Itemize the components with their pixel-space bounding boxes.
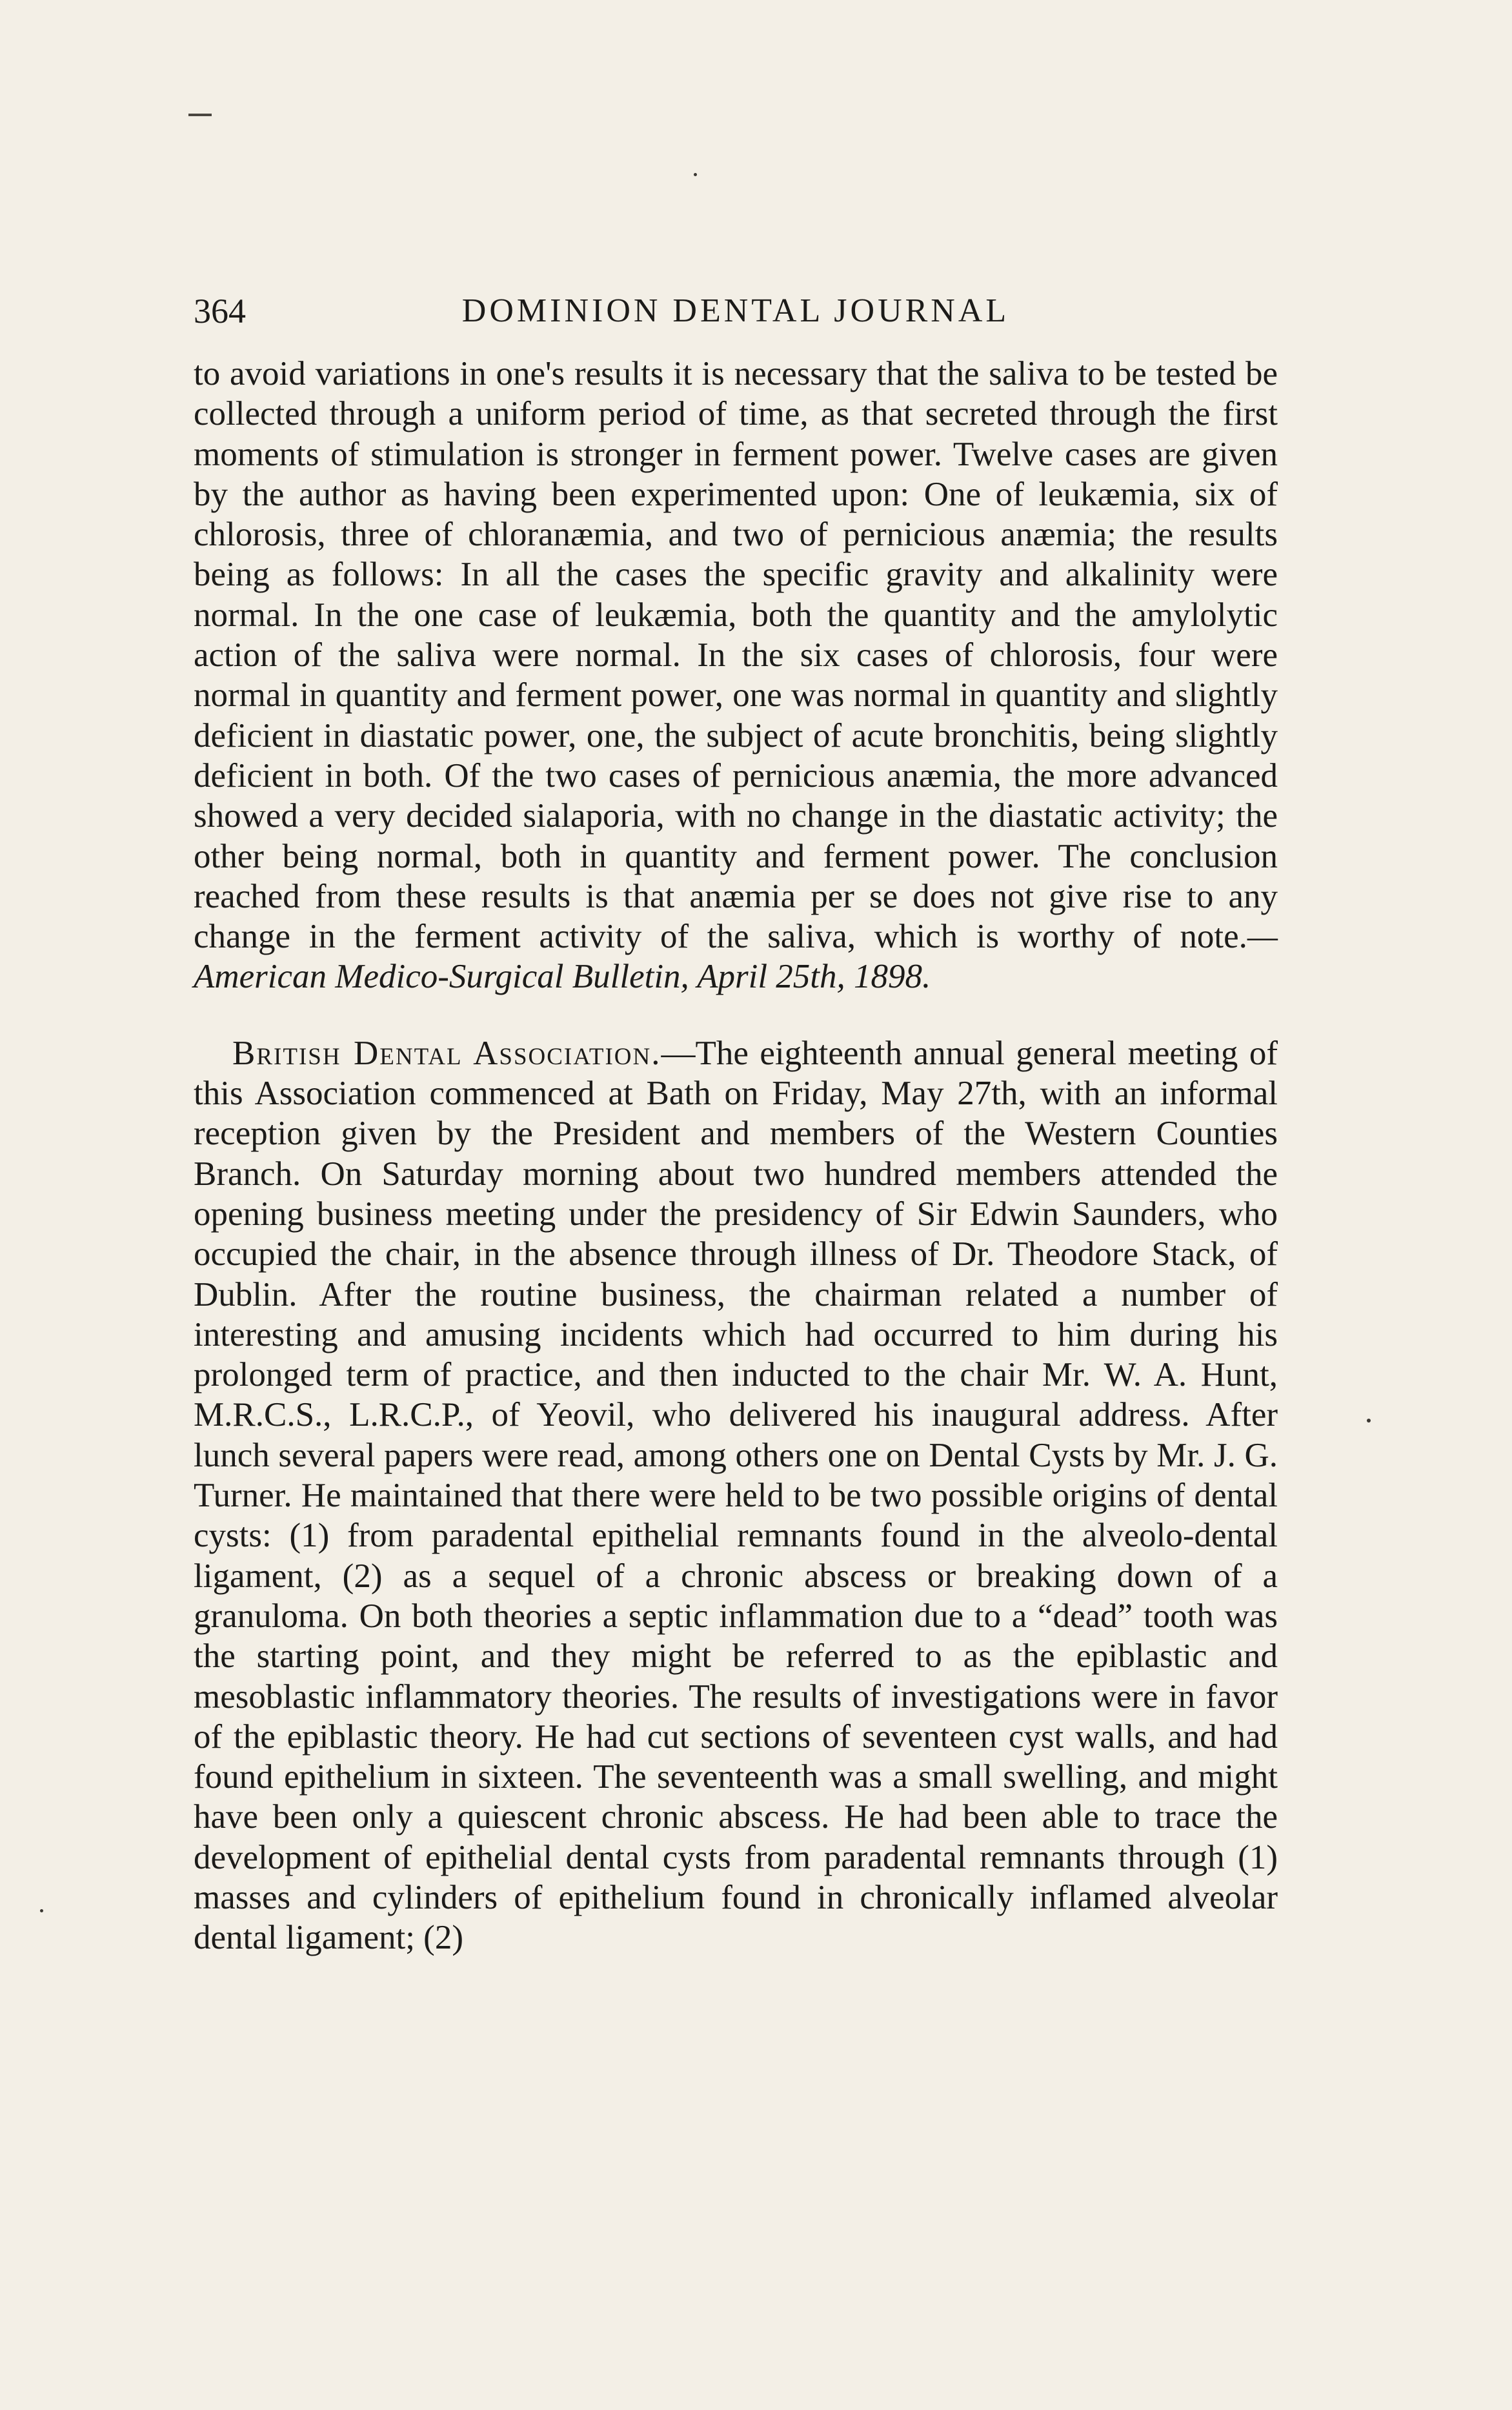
- page-speck: [694, 173, 697, 176]
- saliva-paragraph: [194, 354, 1278, 997]
- page-speck: [40, 1909, 43, 1912]
- page-speck: [1367, 1419, 1371, 1423]
- stray-mark: [188, 114, 212, 116]
- association-paragraph: [194, 1033, 1278, 1958]
- saliva-paragraph-text: to avoid variations in one's results it is necessary that the saliva to be tested be collected through a uniform period of time, as that secreted through the first moments of stimulation is stronger in ferment power. Twelve cases are given by the author as having been experimented upon: One of leukæmia, six of chlorosis, three of chloranæmia, and two of pernicious anæmia; the results being as follows: In all the cases the specific gravity and alkalinity were normal. In the one case of leukæmia, both the quantity and the amylolytic action of the saliva were normal. In the six cases of chlorosis, four were normal in quantity and ferment power, one was normal in quantity and slightly deficient in diastatic power, one, the subject of acute bronchitis, being slightly deficient in both. Of the two cases of pernicious anæmia, the more advanced showed a very decided sialaporia, with no change in the diastatic activity; the other being normal, both in quantity and ferment power. The conclusion reached from these results is that anæmia per se does not give rise to any change in the ferment activity of the saliva, which is worthy of note.: [194, 355, 1278, 956]
- running-head: DOMINION DENTAL JOURNAL: [461, 292, 1010, 329]
- page-header: [194, 285, 1278, 337]
- source-citation: —American Medico-Surgical Bulletin, April 25th, 1898.: [194, 918, 1278, 996]
- page-number: 364: [194, 292, 246, 330]
- article-body: [194, 354, 1278, 1958]
- section-lead-in: British Dental Association.: [232, 1034, 661, 1072]
- association-paragraph-text: —The eighteenth annual general meeting of this Association commenced at Bath on Friday, May 27th, with an informal reception given by the President and members of the Western Counties Branch. On Saturday morning about two hundred members attended the opening business meeting under the presidency of Sir Edwin Saunders, who occupied the chair, in the absence through illness of Dr. Theodore Stack, of Dublin. After the routine business, the chairman related a number of interesting and amusing incidents which had occurred to him during his prolonged term of practice, and then inducted to the chair Mr. W. A. Hunt, M.R.C.S., L.R.C.P., of Yeovil, who delivered his inaugural address. After lunch several papers were read, among others one on Dental Cysts by Mr. J. G. Turner. He maintained that there were held to be two possible origins of dental cysts: (1) from paradental epithelial remnants found in the alveolo-dental ligament, (2) as a sequel of a chronic abscess or breaking down of a granuloma. On both theories a septic inflammation due to a “dead” tooth was the starting point, and they might be referred to as the epiblastic and mesoblastic inflammatory theories. The results of investigations were in favor of the epiblastic theory. He had cut sections of seventeen cyst walls, and had found epithelium in sixteen. The seventeenth was a small swelling, and might have been only a quiescent chronic abscess. He had been able to trace the development of epithelial dental cysts from paradental remnants through (1) masses and cylinders of epithelium found in chronically inflamed alveolar dental ligament; (2): [194, 1034, 1278, 1957]
